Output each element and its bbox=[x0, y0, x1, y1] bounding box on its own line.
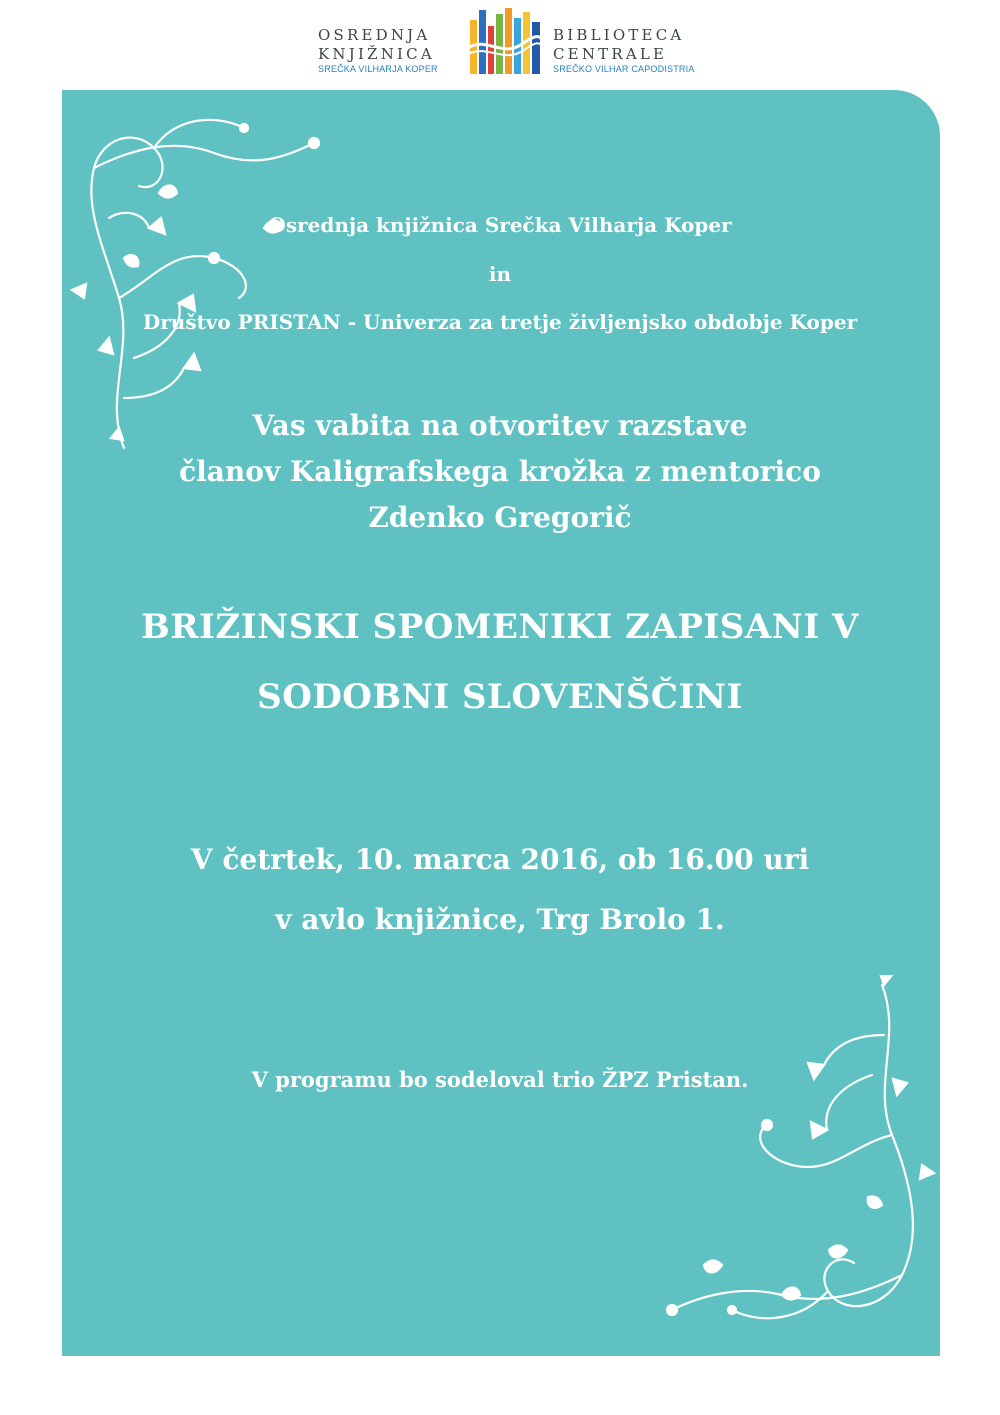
library-name-it-line1: BIBLIOTECA bbox=[553, 26, 685, 44]
library-name-line1: OSREDNJA bbox=[318, 26, 431, 44]
event-datetime: V četrtek, 10. marca 2016, ob 16.00 uri bbox=[190, 843, 810, 876]
exhibition-title-line1: BRIŽINSKI SPOMENIKI ZAPISANI V bbox=[141, 607, 859, 647]
library-name-it-line2: CENTRALE bbox=[553, 45, 668, 63]
organizer-library: Osrednja knjižnica Srečka Vilharja Koper bbox=[268, 213, 732, 237]
invitation-line1: Vas vabita na otvoritev razstave bbox=[252, 409, 748, 442]
library-name-slovene bbox=[318, 26, 458, 75]
event-location: v avlo knjižnice, Trg Brolo 1. bbox=[275, 903, 725, 936]
library-name-it-sub: SREČKO VILHAR CAPODISTRIA bbox=[553, 64, 695, 74]
invitation-line2: članov Kaligrafskega krožka z mentorico bbox=[179, 455, 821, 488]
library-name-italian bbox=[553, 26, 703, 75]
organizer-society: Društvo PRISTAN - Univerza za tretje življenjsko obdobje Koper bbox=[142, 310, 858, 334]
floral-ornament-icon bbox=[622, 975, 940, 1350]
library-logo-icon bbox=[466, 6, 544, 74]
library-name-sub: SREČKA VILHARJA KOPER bbox=[318, 64, 438, 74]
exhibition-title-line2: SODOBNI SLOVENŠČINI bbox=[257, 677, 743, 717]
library-name-line2: KNJIŽNICA bbox=[318, 45, 435, 63]
library-header bbox=[0, 0, 1000, 90]
organizer-conjunction: in bbox=[488, 262, 512, 286]
program-note: V programu bo sodeloval trio ŽPZ Pristan. bbox=[251, 1067, 749, 1092]
invitation-line3: Zdenko Gregorič bbox=[368, 501, 632, 534]
